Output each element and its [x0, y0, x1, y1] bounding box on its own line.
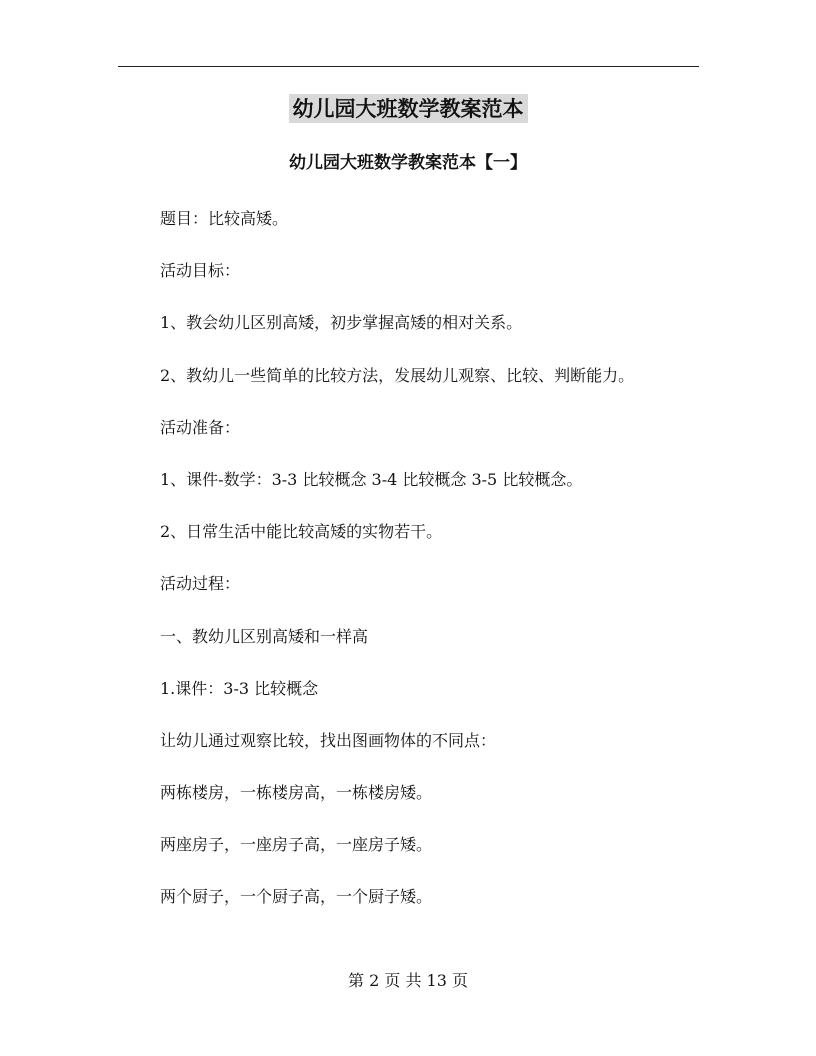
paragraph-line: 两个厨子，一个厨子高，一个厨子矮。 [160, 887, 433, 907]
body-text [160, 206, 720, 937]
paragraph-line: 活动目标： [160, 261, 241, 281]
paragraph-line: 两栋楼房，一栋楼房高，一栋楼房矮。 [160, 783, 433, 803]
section-title: 幼儿园大班数学教案范本【一】 [289, 153, 527, 173]
paragraph-line: 题目：比较高矮。 [160, 209, 289, 228]
header-rule [118, 66, 699, 67]
paragraph-line: 活动过程： [160, 574, 241, 594]
paragraph-line: 1、课件-数学：3-3 比较概念 3-4 比较概念 3-5 比较概念。 [160, 469, 583, 489]
paragraph-line: 两座房子，一座房子高，一座房子矮。 [160, 835, 433, 855]
paragraph-line: 2、教幼儿一些简单的比较方法，发展幼儿观察、比较、判断能力。 [160, 365, 635, 385]
paragraph-line: 1、教会幼儿区别高矮，初步掌握高矮的相对关系。 [160, 313, 523, 333]
page-number-footer: 第 2 页 共 13 页 [348, 971, 468, 990]
paragraph-line: 活动准备： [160, 417, 241, 437]
document-title-text: 幼儿园大班数学教案范本 [289, 94, 528, 123]
paragraph-line: 一、教幼儿区别高矮和一样高 [160, 626, 369, 646]
paragraph-line: 1.课件：3-3 比较概念 [160, 678, 319, 698]
paragraph-line: 让幼儿通过观察比较，找出图画物体的不同点： [160, 730, 497, 750]
paragraph-line: 2、日常生活中能比较高矮的实物若干。 [160, 522, 443, 542]
document-title [0, 94, 816, 124]
